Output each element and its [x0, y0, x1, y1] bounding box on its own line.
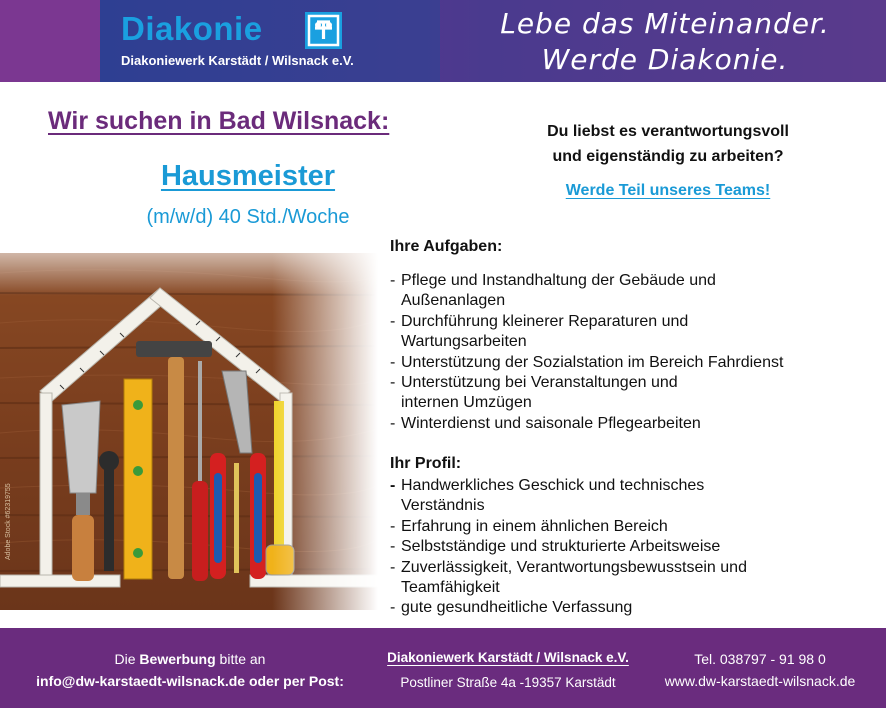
profile-item-text: gute gesundheitliche Verfassung — [401, 599, 633, 617]
footer-street: Postliner Straße 4a -19357 Karstädt — [400, 675, 616, 690]
footer-org: Diakoniewerk Karstädt / Wilsnack e.V. — [387, 650, 629, 665]
footer-application — [0, 648, 380, 692]
apply-line — [0, 648, 380, 670]
join-team-link[interactable]: Werde Teil unseres Teams! — [565, 182, 771, 199]
tasks-item-text: Durchführung kleinerer Reparaturen und — [401, 312, 689, 330]
intro-text — [490, 119, 846, 169]
email-line[interactable]: info@dw-karstaedt-wilsnack.de oder per Post: — [36, 673, 344, 689]
slogan-line-2: Werde Diakonie. — [541, 43, 789, 76]
tools-house-photo — [0, 253, 378, 610]
tasks-list — [390, 271, 860, 434]
job-title: Hausmeister — [160, 160, 336, 192]
profile-item-text: Erfahrung in einem ähnlichen Bereich — [401, 517, 668, 535]
tasks-item: - Durchführung kleinerer Reparaturen und Wartungsarbeiten — [390, 312, 689, 351]
header-left-band — [0, 0, 100, 82]
footer-phone: Tel. 038797 - 91 98 0 — [694, 651, 826, 667]
tasks-item: - Unterstützung bei Veranstaltungen und internen Umzügen — [390, 374, 678, 412]
tasks-item-text: internen Umzügen — [401, 394, 532, 412]
footer — [0, 628, 886, 708]
tasks-item: - Pflege und Instandhaltung der Gebäude und Außenanlagen — [390, 272, 716, 310]
brand-subtitle: Diakoniewerk Karstädt / Wilsnack e.V. — [121, 53, 354, 68]
tasks-item-text: Unterstützung bei Veranstaltungen und — [401, 374, 678, 392]
profile-title: Ihr Profil: — [390, 455, 462, 472]
profile-item-text: Verständnis — [401, 497, 485, 515]
brand-name: Diakonie — [121, 10, 263, 47]
job-hours: (m/w/d) 40 Std./Woche — [146, 206, 350, 228]
profile-item: - Zuverlässigkeit, Verantwortungsbewusstsein und Teamfähigkeit — [390, 558, 747, 597]
tasks-item: - Winterdienst und saisonale Pflegearbeiten — [390, 414, 701, 432]
slogan — [455, 6, 875, 78]
footer-address — [366, 645, 650, 695]
apply-bold: Bewerbung — [139, 651, 216, 667]
slogan-line-1: Lebe das Miteinander. — [500, 7, 830, 40]
tasks-item-text: Pflege und Instandhaltung der Gebäude und — [401, 272, 716, 289]
profile-item-text: Handwerkliches Geschick und technisches — [401, 477, 705, 494]
profile-item-text: Selbstständige und strukturierte Arbeitsweise — [401, 538, 721, 556]
profile-item-text: Teamfähigkeit — [401, 579, 500, 597]
profile-item-text: Zuverlässigkeit, Verantwortungsbewusstsein und — [401, 558, 747, 576]
intro-line-2: und eigenständig zu arbeiten? — [552, 148, 784, 165]
profile-item: - gute gesundheitliche Verfassung — [390, 599, 633, 617]
photo-credit: Adobe Stock #62319755 — [5, 483, 12, 560]
tasks-item-text: Winterdienst und saisonale Pflegearbeiten — [401, 414, 701, 432]
profile-item: - Erfahrung in einem ähnlichen Bereich — [390, 517, 668, 535]
tasks-item-text: Außenanlagen — [401, 292, 506, 310]
search-headline: Wir suchen in Bad Wilsnack: — [48, 107, 390, 135]
tasks-item-text: Unterstützung der Sozialstation im Bereich Fahrdienst — [401, 353, 784, 371]
profile-item: - Selbstständige und strukturierte Arbeitsweise — [390, 538, 721, 556]
tasks-item-text: Wartungsarbeiten — [401, 333, 527, 351]
tasks-title: Ihre Aufgaben: — [390, 238, 503, 255]
footer-web[interactable]: www.dw-karstaedt-wilsnack.de — [664, 673, 856, 689]
intro-line-1: Du liebst es verantwortungsvoll — [547, 123, 789, 140]
footer-contact — [640, 648, 880, 692]
profile-list — [390, 476, 860, 619]
apply-prefix: Die — [114, 651, 140, 667]
profile-item: - Handwerkliches Geschick und technisches Verständnis — [390, 477, 705, 515]
tasks-item: - Unterstützung der Sozialstation im Bereich Fahrdienst — [390, 353, 784, 371]
diakonie-cross-icon — [305, 12, 342, 49]
header-banner — [0, 0, 886, 82]
apply-suffix: bitte an — [215, 651, 266, 667]
